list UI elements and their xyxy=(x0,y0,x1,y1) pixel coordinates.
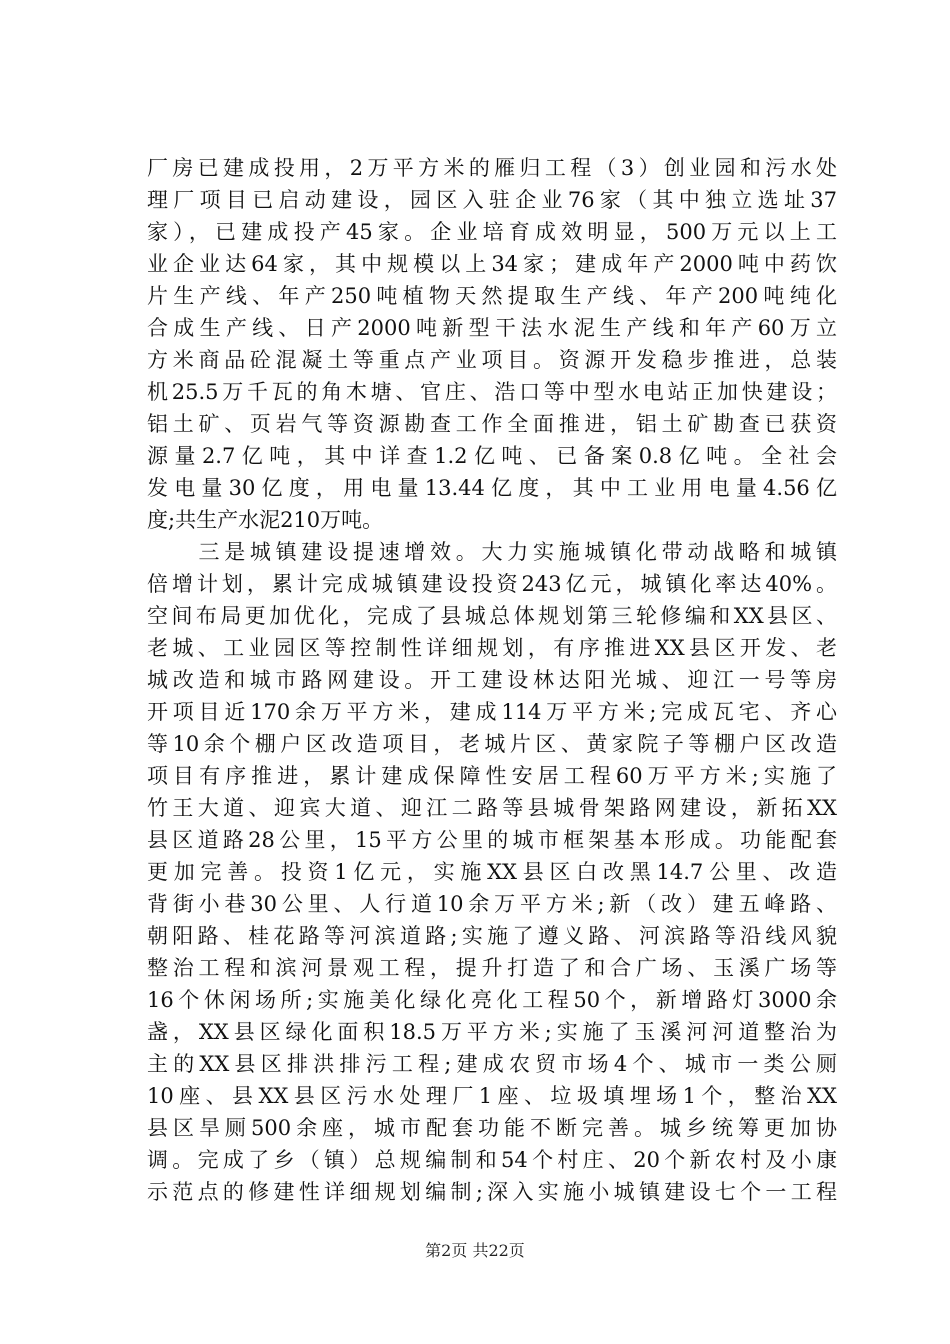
text-line: 项目有序推进，累计建成保障性安居工程60万平方米;实施了 xyxy=(147,764,837,788)
text-line: 示范点的修建性详细规划编制;深入实施小城镇建设七个一工程 xyxy=(147,1180,837,1204)
page-number-footer: 第2页 共22页 xyxy=(425,1241,525,1260)
text-line: 16个休闲场所;实施美化绿化亮化工程50个，新增路灯3000余 xyxy=(147,988,837,1012)
text-line: 城改造和城市路网建设。开工建设林达阳光城、迎江一号等房 xyxy=(147,668,837,692)
text-line: 方米商品砼混凝土等重点产业项目。资源开发稳步推进，总装 xyxy=(147,348,837,372)
text-line: 县区道路28公里，15平方公里的城市框架基本形成。功能配套 xyxy=(147,828,837,852)
text-line: 朝阳路、桂花路等河滨道路;实施了遵义路、河滨路等沿线风貌 xyxy=(147,924,837,948)
text-line: 源量2.7亿吨，其中详查1.2亿吨、已备案0.8亿吨。全社会 xyxy=(147,444,837,468)
text-line: 度;共生产水泥210万吨。 xyxy=(147,508,384,532)
text-line: 主的XX县区排洪排污工程;建成农贸市场4个、城市一类公厕 xyxy=(147,1052,837,1076)
text-line: 业企业达64家，其中规模以上34家；建成年产2000吨中药饮 xyxy=(147,252,837,276)
text-line: 背街小巷30公里、人行道10余万平方米;新（改）建五峰路、 xyxy=(147,892,837,916)
text-line: 调。完成了乡（镇）总规编制和54个村庄、20个新农村及小康 xyxy=(147,1148,837,1172)
text-line: 合成生产线、日产2000吨新型干法水泥生产线和年产60万立 xyxy=(147,316,837,340)
text-line: 县区旱厕500余座，城市配套功能不断完善。城乡统筹更加协 xyxy=(147,1116,837,1140)
text-line: 倍增计划，累计完成城镇建设投资243亿元，城镇化率达40%。 xyxy=(147,572,837,596)
text-line: 整治工程和滨河景观工程，提升打造了和合广场、玉溪广场等 xyxy=(147,956,837,980)
text-line: 机25.5万千瓦的角木塘、官庄、浩口等中型水电站正加快建设； xyxy=(147,380,837,404)
text-line: 10座、县XX县区污水处理厂1座、垃圾填埋场1个，整治XX xyxy=(147,1084,837,1108)
text-line: 片生产线、年产250吨植物天然提取生产线、年产200吨纯化 xyxy=(147,284,837,308)
text-line: 老城、工业园区等控制性详细规划，有序推进XX县区开发、老 xyxy=(147,636,837,660)
text-line: 厂房已建成投用，2万平方米的雁归工程（3）创业园和污水处 xyxy=(147,156,837,180)
text-line: 等10余个棚户区改造项目，老城片区、黄家院子等棚户区改造 xyxy=(147,732,837,756)
text-line: 三是城镇建设提速增效。大力实施城镇化带动战略和城镇 xyxy=(147,540,837,564)
text-line: 空间布局更加优化，完成了县城总体规划第三轮修编和XX县区、 xyxy=(147,604,837,628)
text-line: 竹王大道、迎宾大道、迎江二路等县城骨架路网建设，新拓XX xyxy=(147,796,837,820)
text-line: 家），已建成投产45家。企业培育成效明显，500万元以上工 xyxy=(147,220,837,244)
text-line: 铝土矿、页岩气等资源勘查工作全面推进，铝土矿勘查已获资 xyxy=(147,412,837,436)
text-line: 开项目近170余万平方米，建成114万平方米;完成瓦宅、齐心 xyxy=(147,700,837,724)
text-line: 盏，XX县区绿化面积18.5万平方米;实施了玉溪河河道整治为 xyxy=(147,1020,837,1044)
body-text xyxy=(147,152,837,1208)
text-line: 发电量30亿度，用电量13.44亿度，其中工业用电量4.56亿 xyxy=(147,476,837,500)
text-line: 更加完善。投资1亿元，实施XX县区白改黑14.7公里、改造 xyxy=(147,860,837,884)
text-line: 理厂项目已启动建设，园区入驻企业76家（其中独立选址37 xyxy=(147,188,837,212)
